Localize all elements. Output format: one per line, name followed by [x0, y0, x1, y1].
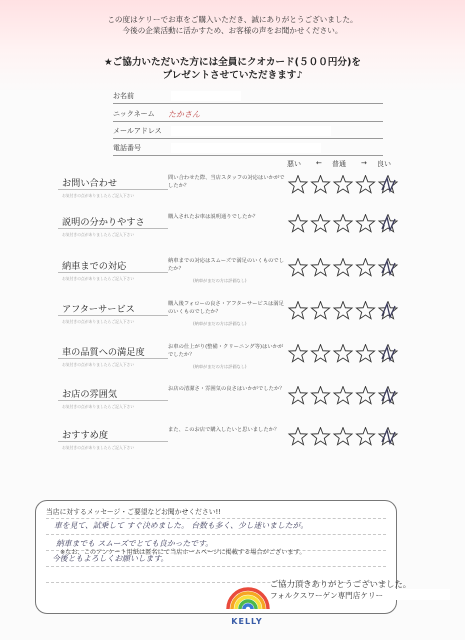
rainbow-logo-icon — [224, 575, 272, 615]
question-title: 納車までの対応 — [62, 261, 127, 272]
star-2[interactable] — [311, 176, 329, 193]
star-1[interactable] — [289, 428, 307, 445]
nickname-label: ニックネーム — [113, 110, 155, 118]
thanks-text: ご協力頂きありがとうございました。 — [270, 579, 412, 589]
scale-arrow-right-icon: → — [361, 159, 367, 167]
email-label: メールアドレス — [113, 127, 162, 135]
star-1[interactable] — [289, 387, 307, 404]
star-rating[interactable] — [286, 175, 400, 195]
star-rating[interactable] — [286, 258, 400, 278]
nickname-field[interactable] — [113, 107, 383, 122]
intro-line-2: 今後の企業活動に活かすため、お客様の声をお聞かせください。 — [122, 26, 343, 35]
shop-name: フォルクスワーゲン専門店ケリー — [270, 591, 384, 600]
star-3[interactable] — [334, 215, 352, 232]
question-description: 問い合わせた際、当店スタッフの対応はいかがでしたか？ — [168, 175, 285, 189]
star-1[interactable] — [289, 302, 307, 319]
question-description: また、このお店で購入したいと思いましたか？ — [168, 427, 280, 433]
redaction-mask — [171, 126, 331, 136]
star-3[interactable] — [334, 302, 352, 319]
star-3[interactable] — [334, 176, 352, 193]
question-note: お気付きの点がありましたらご記入下さい — [62, 276, 135, 281]
star-rating[interactable] — [286, 301, 400, 321]
star-3[interactable] — [334, 345, 352, 362]
question-description: 購入後フォローの良さ・アフターサービスは満足のいくものでしたか？ — [168, 301, 284, 315]
question-note: お気付きの点がありましたらご記入下さい — [62, 319, 135, 324]
question-subnote: (納車がまだの方は評価なし) — [193, 321, 247, 326]
star-2[interactable] — [311, 302, 329, 319]
present-line-1: ★ご協力いただいた方には全員にクオカード(５００円分)を — [104, 57, 361, 68]
email-field[interactable] — [113, 124, 383, 139]
star-3[interactable] — [334, 428, 352, 445]
handwritten-line-1: 車を見て、試乗して すぐ決めました。 台数も多く、少し迷いましたが。 — [54, 521, 309, 530]
question-subnote: (納車がまだの方は評価なし) — [193, 364, 247, 369]
redaction-mask — [171, 91, 241, 101]
star-4[interactable] — [356, 259, 374, 276]
question-note: お気付きの点がありましたらご記入下さい — [62, 445, 135, 450]
divider — [58, 315, 168, 316]
redaction-mask — [171, 143, 321, 153]
divider — [58, 358, 168, 359]
star-4[interactable] — [356, 176, 374, 193]
question-title: お店の雰囲気 — [62, 389, 118, 400]
intro-line-1: この度はケリーでお車をご購入いただき、誠にありがとうございました。 — [107, 15, 358, 24]
question-title: 車の品質への満足度 — [62, 347, 145, 358]
present-line-2: プレゼントさせていただきます♪ — [162, 70, 303, 81]
handwritten-line-3: 今後ともよろしくお願いします。 — [52, 554, 169, 563]
question-note: お気付きの点がありましたらご記入下さい — [62, 404, 135, 409]
star-2[interactable] — [311, 215, 329, 232]
star-rating[interactable] — [286, 214, 400, 234]
star-1[interactable] — [289, 215, 307, 232]
question-subnote: (納車がまだの方は評価なし) — [193, 278, 247, 283]
footer — [222, 575, 452, 635]
star-4[interactable] — [356, 387, 374, 404]
handwritten-line-2: 納車までも スムーズでとても良かったです。 — [56, 539, 214, 548]
name-label: お名前 — [113, 92, 134, 100]
star-1[interactable] — [289, 345, 307, 362]
nickname-value: たかさん — [168, 110, 200, 119]
question-note: お気付きの点がありましたらご記入下さい — [62, 193, 135, 198]
star-4[interactable] — [356, 302, 374, 319]
scale-good: 良い — [377, 160, 391, 168]
question-description: お車の仕上がり(整備・クリーニング等)はいかがでしたか？ — [168, 344, 284, 358]
question-title: おすすめ度 — [62, 430, 109, 441]
divider — [58, 189, 168, 190]
question-description: お店の清潔さ・雰囲気の良さはいかがでしたか？ — [168, 386, 285, 392]
intro-text — [0, 14, 465, 36]
name-field[interactable] — [113, 89, 383, 104]
star-2[interactable] — [311, 259, 329, 276]
star-rating[interactable] — [286, 386, 400, 406]
footnote: ※なお、このアンケート用紙は匿名にて当店ホームページに掲載する場合がございます。 — [60, 549, 306, 556]
star-2[interactable] — [311, 428, 329, 445]
question-title: お問い合わせ — [62, 178, 118, 189]
redaction-mask — [388, 589, 450, 600]
question-title: 説明の分かりやすさ — [62, 217, 145, 228]
star-1[interactable] — [289, 259, 307, 276]
star-rating[interactable] — [286, 427, 400, 447]
divider — [58, 228, 168, 229]
star-3[interactable] — [334, 387, 352, 404]
question-description: 購入されたお車は説明通りでしたか？ — [168, 214, 259, 220]
ruled-line — [46, 566, 386, 568]
star-2[interactable] — [311, 387, 329, 404]
comment-heading: 当店に対するメッセージ・ご要望などお聞かせください!! — [46, 508, 221, 516]
ruled-line — [46, 534, 386, 536]
scale-bad: 悪い — [287, 160, 301, 168]
divider — [58, 272, 168, 273]
star-3[interactable] — [334, 259, 352, 276]
phone-label: 電話番号 — [113, 144, 141, 152]
star-4[interactable] — [356, 215, 374, 232]
star-4[interactable] — [356, 345, 374, 362]
question-title: アフターサービス — [62, 304, 135, 315]
star-rating[interactable] — [286, 344, 400, 364]
star-1[interactable] — [289, 176, 307, 193]
logo-text: KELLY — [231, 617, 263, 626]
divider — [58, 400, 168, 401]
scale-normal: 普通 — [332, 160, 346, 168]
star-4[interactable] — [356, 428, 374, 445]
present-notice — [0, 56, 465, 82]
question-note: お気付きの点がありましたらご記入下さい — [62, 362, 135, 367]
divider — [58, 441, 168, 442]
question-description: 納車までの対応はスムーズで満足のいくものでしたか？ — [168, 258, 285, 272]
phone-field[interactable] — [113, 141, 383, 156]
scale-arrow-left-icon: ← — [316, 159, 322, 167]
question-note: お気付きの点がありましたらご記入下さい — [62, 232, 135, 237]
star-2[interactable] — [311, 345, 329, 362]
